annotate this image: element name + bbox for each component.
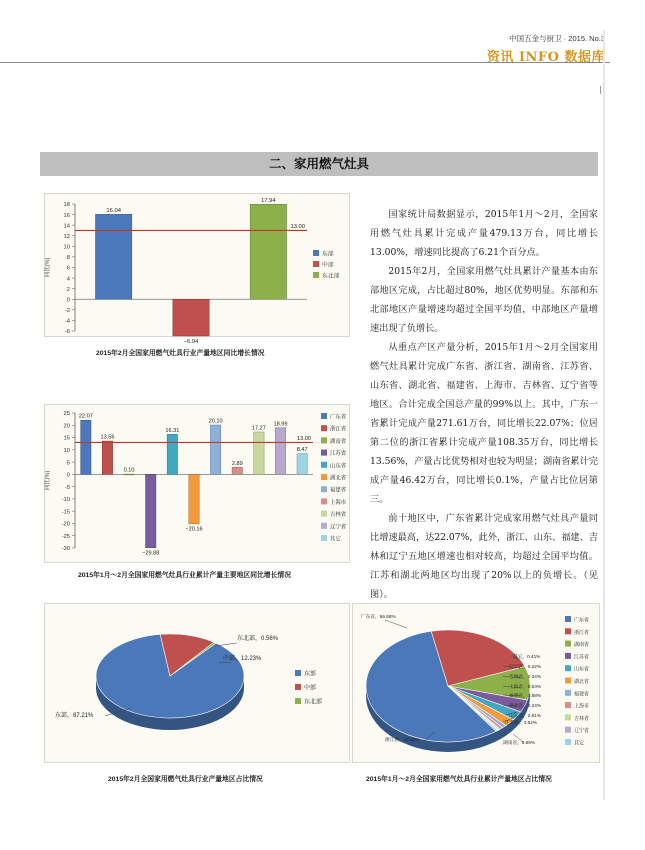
bar (124, 474, 134, 475)
page-edge-rule (603, 30, 605, 800)
bar-value-label: 16.31 (165, 427, 180, 434)
y-tick-label: 10 (63, 448, 70, 455)
chart-2-panel (44, 404, 350, 563)
bar-value-label: 2.89 (231, 460, 243, 467)
chart-1-region-growth (45, 194, 349, 345)
slice-label: 福建省，0.88% (509, 693, 542, 698)
paragraph: 从重点产区产量分析，2015年1月～2月全国家用燃气灶具累计完成广东省、浙江省、湖南省、江苏省、山东省、湖北省、福建省、上海市、吉林省、辽宁省等地区。合计完成全国总产量的99%以上。其中，广东一省累计完成产量271.61万台，同比增长22.07%；位居第二位的浙江省累计完成产量108.35万台，同比增长13.56%，产量占比优势相对也较为明显；湖南省累计完成产量46.42万台，同比增长0.1%，产量占比位居第三。 (370, 342, 598, 505)
section-heading (40, 152, 598, 176)
legend-label: 其它 (574, 740, 585, 747)
chart-4-panel (352, 603, 600, 763)
bar (146, 474, 156, 547)
y-tick-label: 14 (63, 223, 70, 230)
legend-label: 广东省 (574, 617, 590, 624)
legend-label: 东部 (304, 671, 317, 678)
legend-label: 上海市 (330, 499, 347, 506)
legend-label: 上海市 (574, 703, 590, 710)
legend-swatch (321, 437, 327, 443)
slice-label: 山东省，2.61% (509, 713, 542, 718)
y-tick-label: -4 (64, 318, 70, 325)
pie-group (96, 634, 244, 730)
slice-label: 上海市，0.63% (509, 684, 542, 689)
legend-label: 山东省 (330, 463, 347, 470)
bar-value-label: 18.99 (273, 421, 288, 428)
legend-swatch (565, 690, 571, 696)
legend-label: 东北部 (322, 273, 340, 280)
legend-swatch (321, 523, 327, 529)
average-line-label: 13.00 (297, 435, 311, 442)
y-tick-label: 12 (63, 233, 70, 240)
y-tick-label: -2 (64, 308, 70, 315)
pie-group (366, 630, 530, 752)
bar-value-label: −6.94 (183, 338, 199, 345)
bar (189, 474, 199, 523)
legend-swatch (321, 535, 327, 541)
legend-label: 湖北省 (574, 679, 590, 685)
bar (167, 434, 177, 474)
bar (102, 441, 112, 474)
legend-label: 江苏省 (330, 451, 347, 458)
y-tick-label: -30 (61, 546, 70, 553)
legend-swatch (313, 272, 319, 278)
body-text (370, 205, 598, 604)
bar (297, 454, 307, 475)
legend-label: 东部 (322, 251, 334, 258)
y-tick-label: -25 (61, 533, 70, 540)
margin-mark (600, 86, 601, 94)
bar (232, 467, 242, 474)
y-tick-label: 2 (66, 286, 70, 293)
y-tick-label: 5 (66, 460, 70, 467)
header-rule (0, 62, 610, 63)
legend-label: 辽宁省 (574, 728, 590, 735)
legend-label: 湖北省 (330, 475, 347, 482)
legend-swatch (321, 462, 327, 468)
y-tick-label: -5 (64, 484, 70, 491)
y-tick-label: 20 (63, 423, 70, 430)
chart-2-province-growth (45, 405, 349, 562)
chart-1-caption: 2015年2月全国家用燃气灶具行业产量地区同比增长情况 (96, 350, 265, 357)
bar (275, 428, 285, 475)
slice-label: 湖南省，9.69% (503, 740, 536, 745)
legend-label: 吉林省 (330, 512, 347, 519)
bar-value-label: −29.88 (142, 550, 160, 557)
legend-swatch (565, 665, 571, 671)
y-tick-label: 15 (63, 435, 70, 442)
bar-value-label: 13.56 (100, 434, 115, 441)
bar (81, 420, 91, 474)
legend-swatch (321, 450, 327, 456)
legend-swatch (321, 425, 327, 431)
chart-4-province-share (353, 604, 599, 762)
legend-label: 辽宁省 (330, 524, 347, 531)
legend-label: 山东省 (574, 666, 590, 673)
legend-swatch (565, 641, 571, 647)
legend-swatch (321, 511, 327, 517)
bar-value-label: 0.10 (123, 467, 135, 474)
bar-value-label: 17.27 (251, 425, 266, 432)
legend-swatch (313, 250, 319, 256)
section-tag: 资讯 INFO 数据库 (486, 50, 605, 65)
paragraph: 前十地区中，广东省累计完成家用燃气灶具产量同比增速最高，达22.07%，此外，浙江、山东、福建、吉林和辽宁五地区增速也相对较高，均超过全国平均值。江苏和湖北两地区均出现了20%以上的负增长。（见图）。 (370, 513, 598, 600)
y-tick-label: 10 (63, 244, 70, 251)
bar-value-label: 20.10 (208, 418, 223, 425)
legend-swatch (565, 678, 571, 684)
bar (210, 425, 220, 474)
bar (250, 204, 286, 299)
legend-swatch (565, 739, 571, 745)
legend-label: 江苏省 (574, 654, 590, 661)
bar-value-label: 22.07 (78, 413, 93, 420)
legend-swatch (565, 628, 571, 634)
legend-swatch (321, 413, 327, 419)
slice-label: 吉林省，0.34% (509, 674, 542, 679)
legend-label: 广东省 (330, 414, 347, 421)
legend-swatch (295, 684, 301, 690)
bar (254, 432, 264, 474)
slice-label: 浙江省，22.62% (385, 737, 420, 742)
y-tick-label: 16 (63, 212, 70, 219)
y-axis-label: 同比(%) (45, 257, 51, 278)
y-tick-label: 4 (66, 276, 70, 283)
legend-swatch (313, 261, 319, 267)
chart-3-region-share (45, 604, 349, 762)
legend-swatch (321, 474, 327, 480)
legend-label: 浙江省 (574, 629, 590, 636)
legend-label: 福建省 (330, 487, 347, 494)
y-tick-label: 8 (66, 255, 70, 262)
legend-label: 其它 (330, 536, 341, 543)
slice-label: 东部，87.21% (55, 713, 94, 719)
chart-3-panel (44, 603, 350, 763)
legend-swatch (321, 486, 327, 492)
legend-label: 中部 (304, 685, 317, 692)
bar (95, 214, 131, 299)
chart-3-caption: 2015年2月全国家用燃气灶具行业产量地区占比情况 (108, 776, 263, 783)
y-tick-label: 25 (63, 411, 70, 418)
legend-swatch (565, 727, 571, 733)
slice-label: 辽宁省，0.22% (509, 664, 542, 669)
legend-label: 湖南省 (574, 642, 590, 649)
issue-label: 中国五金与厨卫 · 2015. No.3 (509, 34, 605, 43)
legend-label: 东北部 (304, 699, 323, 706)
legend-swatch (565, 653, 571, 659)
y-axis-label: 同比(%) (45, 470, 51, 491)
legend-label: 福建省 (574, 691, 590, 698)
bar-value-label: 8.47 (296, 447, 308, 454)
slice-label: 江苏省，3.62% (505, 720, 538, 725)
paragraph: 2015年2月，全国家用燃气灶具累计产量基本由东部地区完成，占比超过80%，地区优势明显。东部和东北部地区产量增速均超过全国平均值，中部地区产量增速出现了负增长。 (370, 266, 598, 334)
bar (173, 299, 209, 336)
y-tick-label: 6 (66, 265, 70, 272)
legend-swatch (565, 702, 571, 708)
bar-value-label: 16.04 (106, 207, 121, 214)
legend-swatch (565, 714, 571, 720)
slice-leader-line (385, 620, 407, 628)
chart-2-caption: 2015年1月～2月全国家用燃气灶具行业累计产量主要地区同比增长情况 (78, 572, 291, 579)
slice-label: 广东省，56.68% (361, 614, 396, 619)
y-tick-label: -10 (61, 497, 70, 504)
y-tick-label: -15 (61, 509, 70, 516)
paragraph: 国家统计局数据显示，2015年1月～2月，全国家用燃气灶具累计完成产量479.13万台，同比增长13.00%，增速同比提高了6.21个百分点。 (370, 209, 598, 258)
y-tick-label: 0 (66, 297, 70, 304)
slice-label: 中部，12.23% (223, 656, 262, 662)
slice-label: 东北部，0.56% (237, 636, 279, 642)
legend-label: 湖南省 (330, 438, 347, 445)
y-tick-label: 18 (63, 202, 70, 209)
legend-label: 中部 (322, 262, 334, 269)
slice-label: 其它，0.41% (513, 654, 541, 659)
bar-value-label: 17.94 (261, 197, 276, 204)
legend-swatch (295, 698, 301, 704)
legend-swatch (565, 616, 571, 622)
legend-label: 吉林省 (574, 715, 590, 722)
y-tick-label: -6 (64, 329, 70, 336)
chart-4-caption: 2015年1月～2月全国家用燃气灶具行业累计产量地区占比情况 (366, 776, 552, 783)
slice-label: 湖北省，2.24% (509, 703, 542, 708)
y-tick-label: 0 (66, 472, 70, 479)
legend-label: 浙江省 (330, 426, 347, 433)
section-title: 二、家用燃气灶具 (268, 157, 369, 171)
average-line-label: 13.00 (290, 223, 305, 230)
legend-swatch (321, 498, 327, 504)
y-tick-label: -20 (61, 521, 70, 528)
legend-swatch (295, 670, 301, 676)
chart-1-panel (44, 193, 350, 345)
bar-value-label: −20.16 (185, 526, 203, 533)
